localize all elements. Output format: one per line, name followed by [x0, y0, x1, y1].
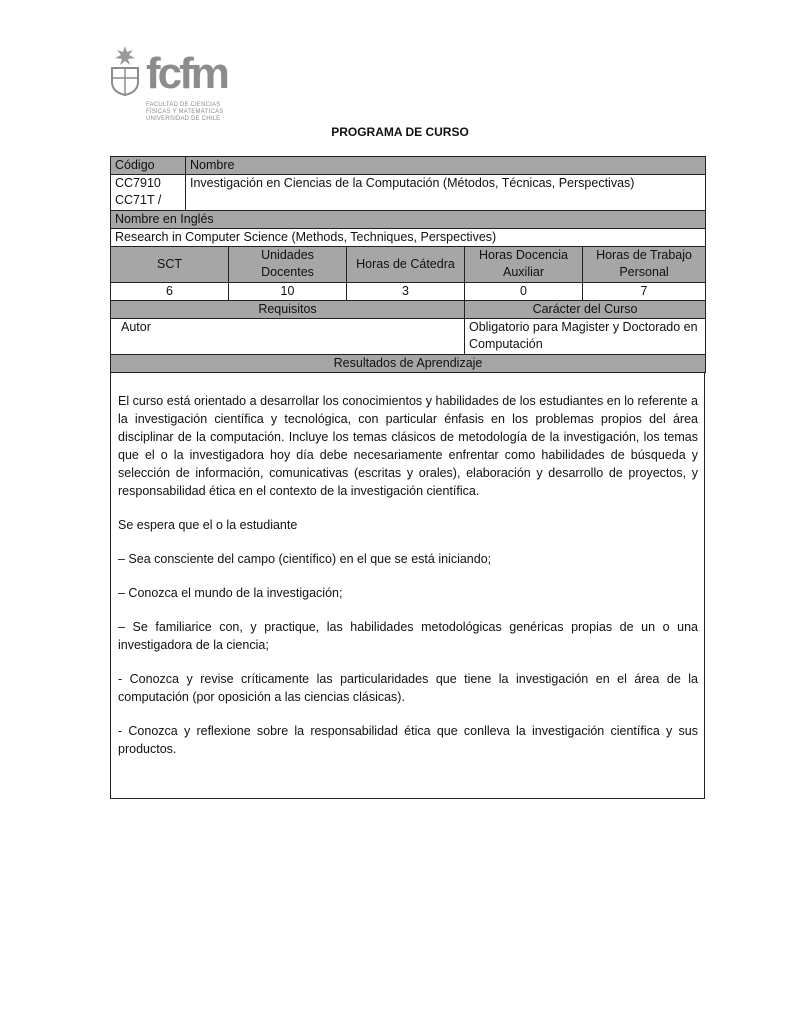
requisitos-value: Autor — [111, 319, 465, 355]
outcome-item: - Conozca y reflexione sobre la responsabilidad ética que conlleva la investigación científica y sus productos. — [118, 724, 698, 756]
course-table — [110, 156, 706, 373]
code-line: CC7910 — [115, 176, 161, 190]
outcome-item: – Se familiarice con, y practique, las habilidades metodológicas genéricas propias de un o una investigadora de la ciencia; — [118, 620, 698, 652]
unidades-value: 10 — [229, 283, 347, 301]
sct-value: 6 — [111, 283, 229, 301]
fcfm-logo — [108, 44, 238, 126]
logo-wordmark: fcfm — [146, 49, 227, 98]
name-value: Investigación en Ciencias de la Computación (Métodos, Técnicas, Perspectivas) — [186, 175, 706, 211]
requisitos-header: Requisitos — [111, 301, 465, 319]
outcome-item: – Sea consciente del campo (científico) en el que se está iniciando; — [118, 552, 492, 566]
name-header: Nombre — [186, 157, 706, 175]
outcome-item: – Conozca el mundo de la investigación; — [118, 586, 343, 600]
unidades-header: Unidades Docentes — [229, 247, 347, 283]
page-title: PROGRAMA DE CURSO — [331, 125, 469, 139]
code-line: CC71T / — [115, 193, 162, 207]
outcome-item: - Conozca y revise críticamente las particularidades que tiene la investigación en el área de la computación (por oposición a las ciencias clásicas). — [118, 672, 698, 704]
caracter-value: Obligatorio para Magister y Doctorado en Computación — [465, 319, 706, 355]
catedra-value: 3 — [347, 283, 465, 301]
code-header: Código — [111, 157, 186, 175]
personal-value: 7 — [583, 283, 706, 301]
learning-outcomes — [110, 372, 705, 799]
auxiliar-header: Horas Docencia Auxiliar — [465, 247, 583, 283]
auxiliar-value: 0 — [465, 283, 583, 301]
sct-header: SCT — [111, 247, 229, 283]
expect-paragraph: Se espera que el o la estudiante — [118, 518, 298, 532]
logo-subtitle — [146, 102, 224, 123]
university-seal-icon — [108, 44, 142, 96]
code-value — [111, 175, 186, 211]
caracter-header: Carácter del Curso — [465, 301, 706, 319]
intro-paragraph: El curso está orientado a desarrollar los conocimientos y habilidades de los estudiantes en lo referente a la investigación científica y tecnológica, con particular énfasis en los problemas propios del área disciplinar de la computación. Incluye los temas clásicos de metodología de la investigación, los temas que el o la investigadora hoy día debe necesariamente enfrentar como habilidades de búsqueda y selección de información, comunicativas (escritas y orales), elaboración y desarrollo de proyectos, y responsabilidad ética en el contexto de la investigación científica. — [118, 394, 698, 498]
logo-line: FACULTAD DE CIENCIAS — [146, 102, 221, 108]
personal-header: Horas de Trabajo Personal — [583, 247, 706, 283]
logo-line: UNIVERSIDAD DE CHILE — [146, 116, 221, 122]
resultados-header: Resultados de Aprendizaje — [111, 355, 706, 373]
catedra-header: Horas de Cátedra — [347, 247, 465, 283]
logo-line: FÍSICAS Y MATEMÁTICAS — [146, 109, 224, 115]
english-name-value: Research in Computer Science (Methods, Techniques, Perspectives) — [111, 229, 706, 247]
english-name-header: Nombre en Inglés — [111, 211, 706, 229]
